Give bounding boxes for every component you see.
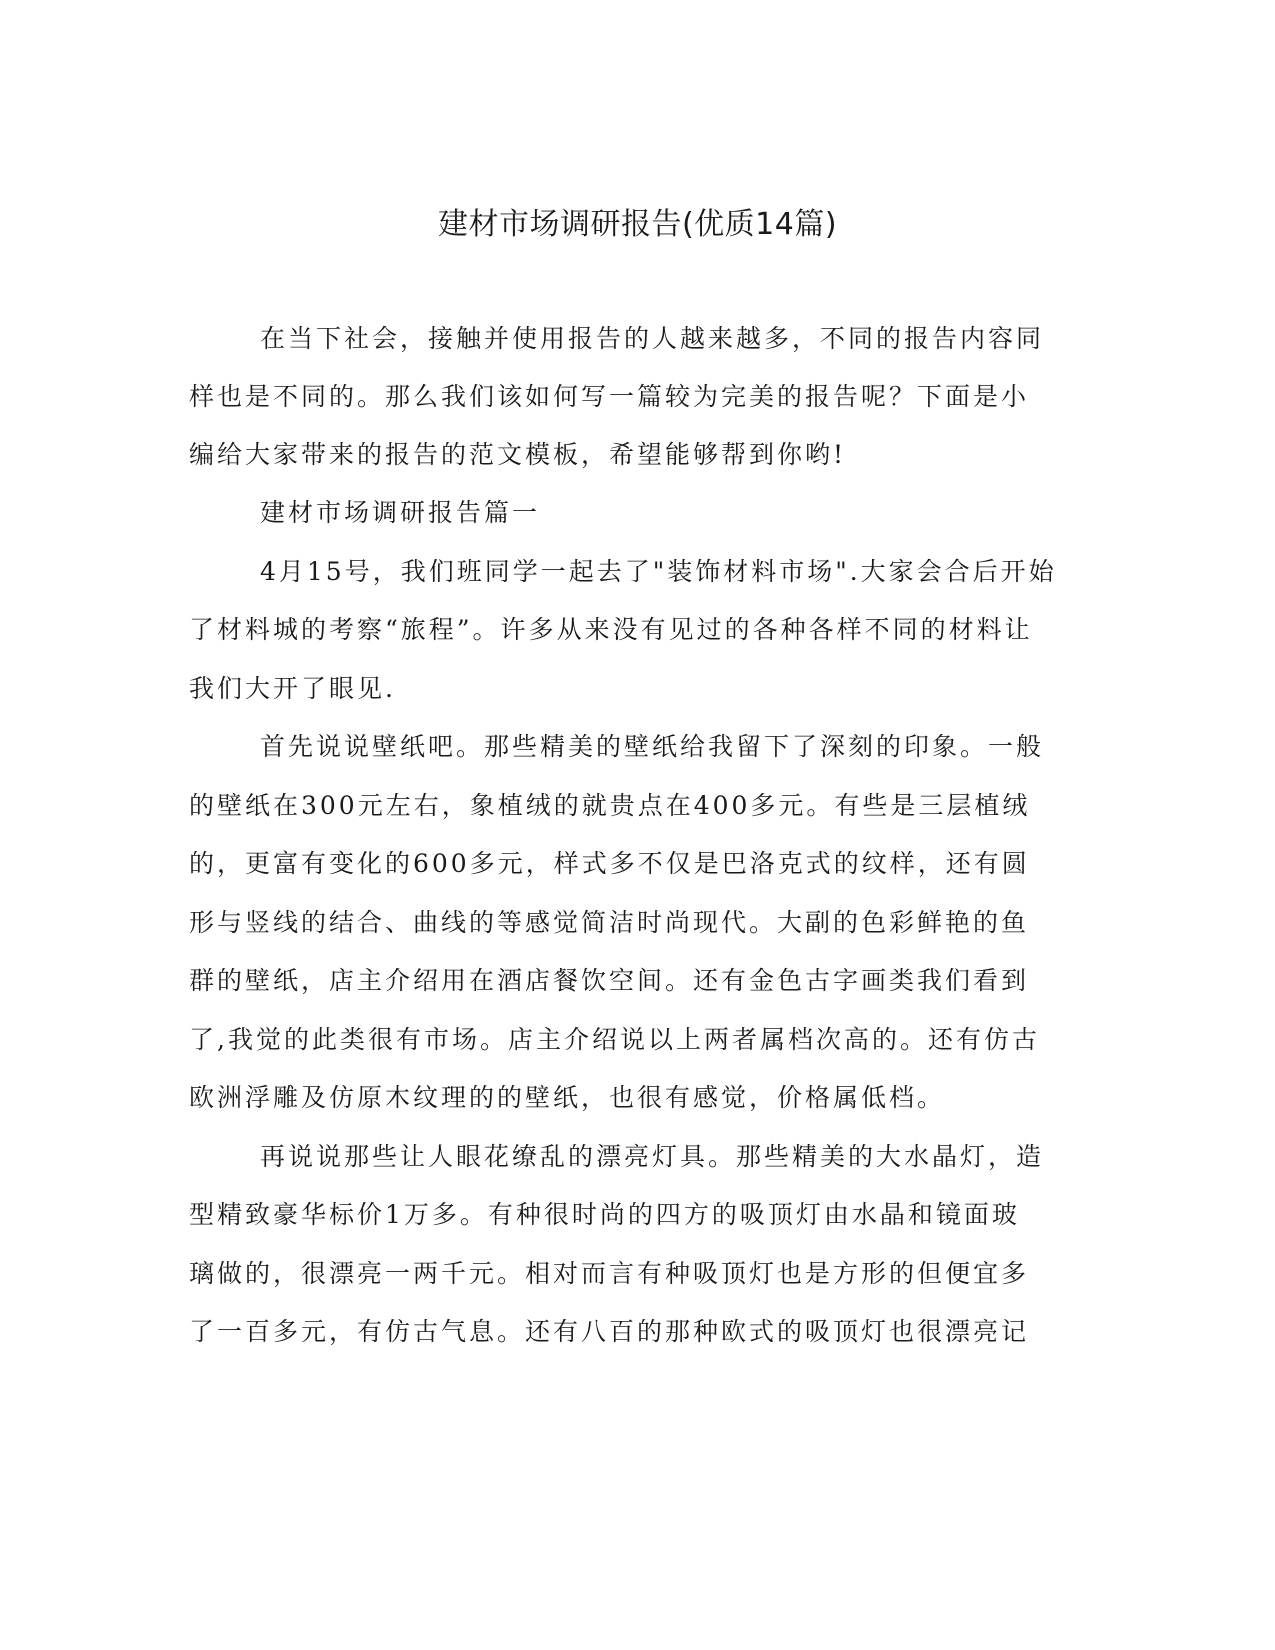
paragraph-line: 型精致豪华标价1万多。有种很时尚的四方的吸顶灯由水晶和镜面玻 (189, 1200, 1020, 1229)
paragraph-line: 的壁纸在300元左右，象植绒的就贵点在400多元。有些是三层植绒 (189, 791, 1031, 820)
document-title: 建材市场调研报告(优质14篇) (437, 207, 838, 242)
paragraph-line: 欧洲浮雕及仿原木纹理的的壁纸，也很有感觉，价格属低档。 (189, 1083, 946, 1112)
paragraph-line: 了一百多元，有仿古气息。还有八百的那种欧式的吸顶灯也很漂亮记 (189, 1317, 1030, 1346)
paragraph-line: 编给大家带来的报告的范文模板，希望能够帮到你哟! (189, 440, 847, 469)
paragraph-line: 我们大开了眼见. (189, 674, 396, 703)
paragraph-line: 群的壁纸，店主介绍用在酒店餐饮空间。还有金色古字画类我们看到 (189, 966, 1030, 995)
paragraph-line: 形与竖线的结合、曲线的等感觉简洁时尚现代。大副的色彩鲜艳的鱼 (189, 908, 1030, 937)
paragraph-line: 在当下社会，接触并使用报告的人越来越多，不同的报告内容同 (260, 324, 1045, 353)
section-heading: 建材市场调研报告篇一 (260, 498, 541, 527)
paragraph-line: 4月15号，我们班同学一起去了"装饰材料市场".大家会合后开始 (260, 557, 1057, 586)
paragraph-line: 再说说那些让人眼花缭乱的漂亮灯具。那些精美的大水晶灯，造 (260, 1142, 1045, 1171)
paragraph-line: 了材料城的考察“旅程”。许多从来没有见过的各种各样不同的材料让 (189, 615, 1033, 644)
paragraph-line: 样也是不同的。那么我们该如何写一篇较为完美的报告呢？下面是小 (189, 382, 1030, 411)
paragraph-line: 璃做的，很漂亮一两千元。相对而言有种吸顶灯也是方形的但便宜多 (189, 1259, 1030, 1288)
paragraph-line: 的，更富有变化的600多元，样式多不仅是巴洛克式的纹样，还有圆 (189, 849, 1030, 878)
paragraph-line: 了,我觉的此类很有市场。店主介绍说以上两者属档次高的。还有仿古 (189, 1025, 1040, 1054)
paragraph-line: 首先说说壁纸吧。那些精美的壁纸给我留下了深刻的印象。一般 (260, 732, 1045, 761)
